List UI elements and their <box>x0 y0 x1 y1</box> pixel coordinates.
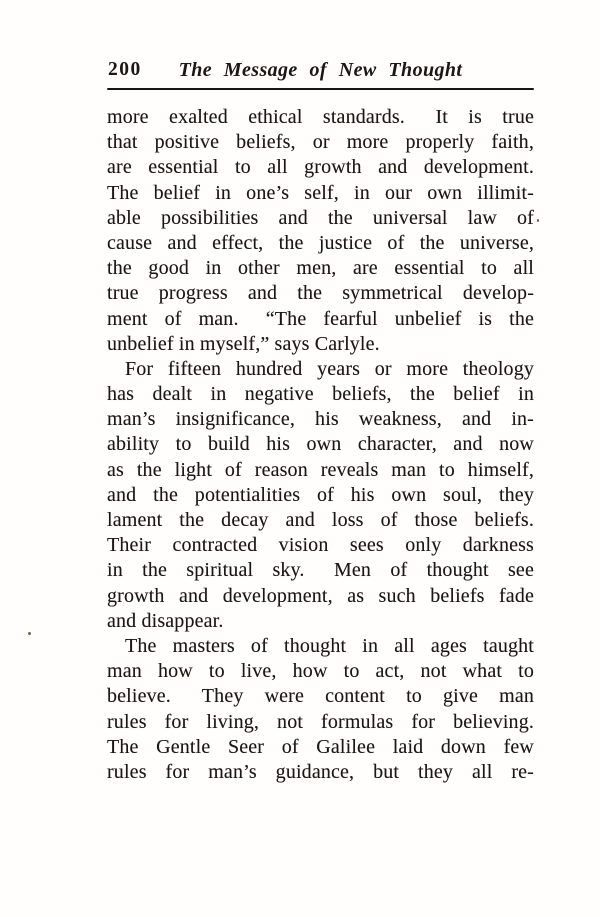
text-line: has dealt in negative beliefs, the belief in <box>107 383 534 406</box>
text-line: and the potentialities of his own soul, they <box>107 483 534 506</box>
text-line: in the spiritual sky. Men of thought see <box>107 559 534 582</box>
text-line: unbelief in myself,” says Carlyle. <box>107 332 380 355</box>
text-column <box>107 58 534 785</box>
running-head <box>107 58 534 82</box>
text-line: are essential to all growth and development. <box>107 156 534 179</box>
text-line: able possibilities and the universal law of <box>107 206 534 229</box>
text-line: rules for man’s guidance, but they all re- <box>107 760 534 783</box>
text-line: ability to build his own character, and now <box>107 433 534 456</box>
header-rule <box>107 88 534 90</box>
text-line: and disappear. <box>107 609 224 632</box>
text-line: true progress and the symmetrical develop- <box>107 282 534 305</box>
text-line: ment of man. “The fearful unbelief is the <box>107 307 534 330</box>
text-line: growth and development, as such beliefs fade <box>107 584 534 607</box>
text-line: Their contracted vision sees only darkness <box>107 534 534 557</box>
scan-artifact-speck <box>537 219 539 222</box>
text-line: lament the decay and loss of those beliefs. <box>107 509 534 531</box>
text-line: that positive beliefs, or more properly faith, <box>107 131 534 154</box>
scan-artifact-speck <box>28 632 31 635</box>
text-line: cause and effect, the justice of the universe, <box>107 231 534 254</box>
text-line: The Gentle Seer of Galilee laid down few <box>107 735 534 758</box>
text-line: more exalted ethical standards. It is true <box>107 106 534 128</box>
text-line: For fifteen hundred years or more theology <box>125 357 534 380</box>
text-line: The masters of thought in all ages taught <box>125 634 534 657</box>
text-line: man’s insignificance, his weakness, and in- <box>107 408 534 431</box>
text-line: the good in other men, are essential to all <box>107 257 534 280</box>
text-line: as the light of reason reveals man to himself, <box>107 458 534 481</box>
text-line: The belief in one’s self, in our own illimit- <box>107 181 534 204</box>
page-number: 200 <box>108 59 142 80</box>
text-line: man how to live, how to act, not what to <box>107 660 534 683</box>
page-body <box>107 105 534 785</box>
page-title: The Message of New Thought <box>178 59 463 81</box>
text-line: rules for living, not formulas for believing. <box>107 710 534 733</box>
text-line: believe. They were content to give man <box>107 685 534 708</box>
